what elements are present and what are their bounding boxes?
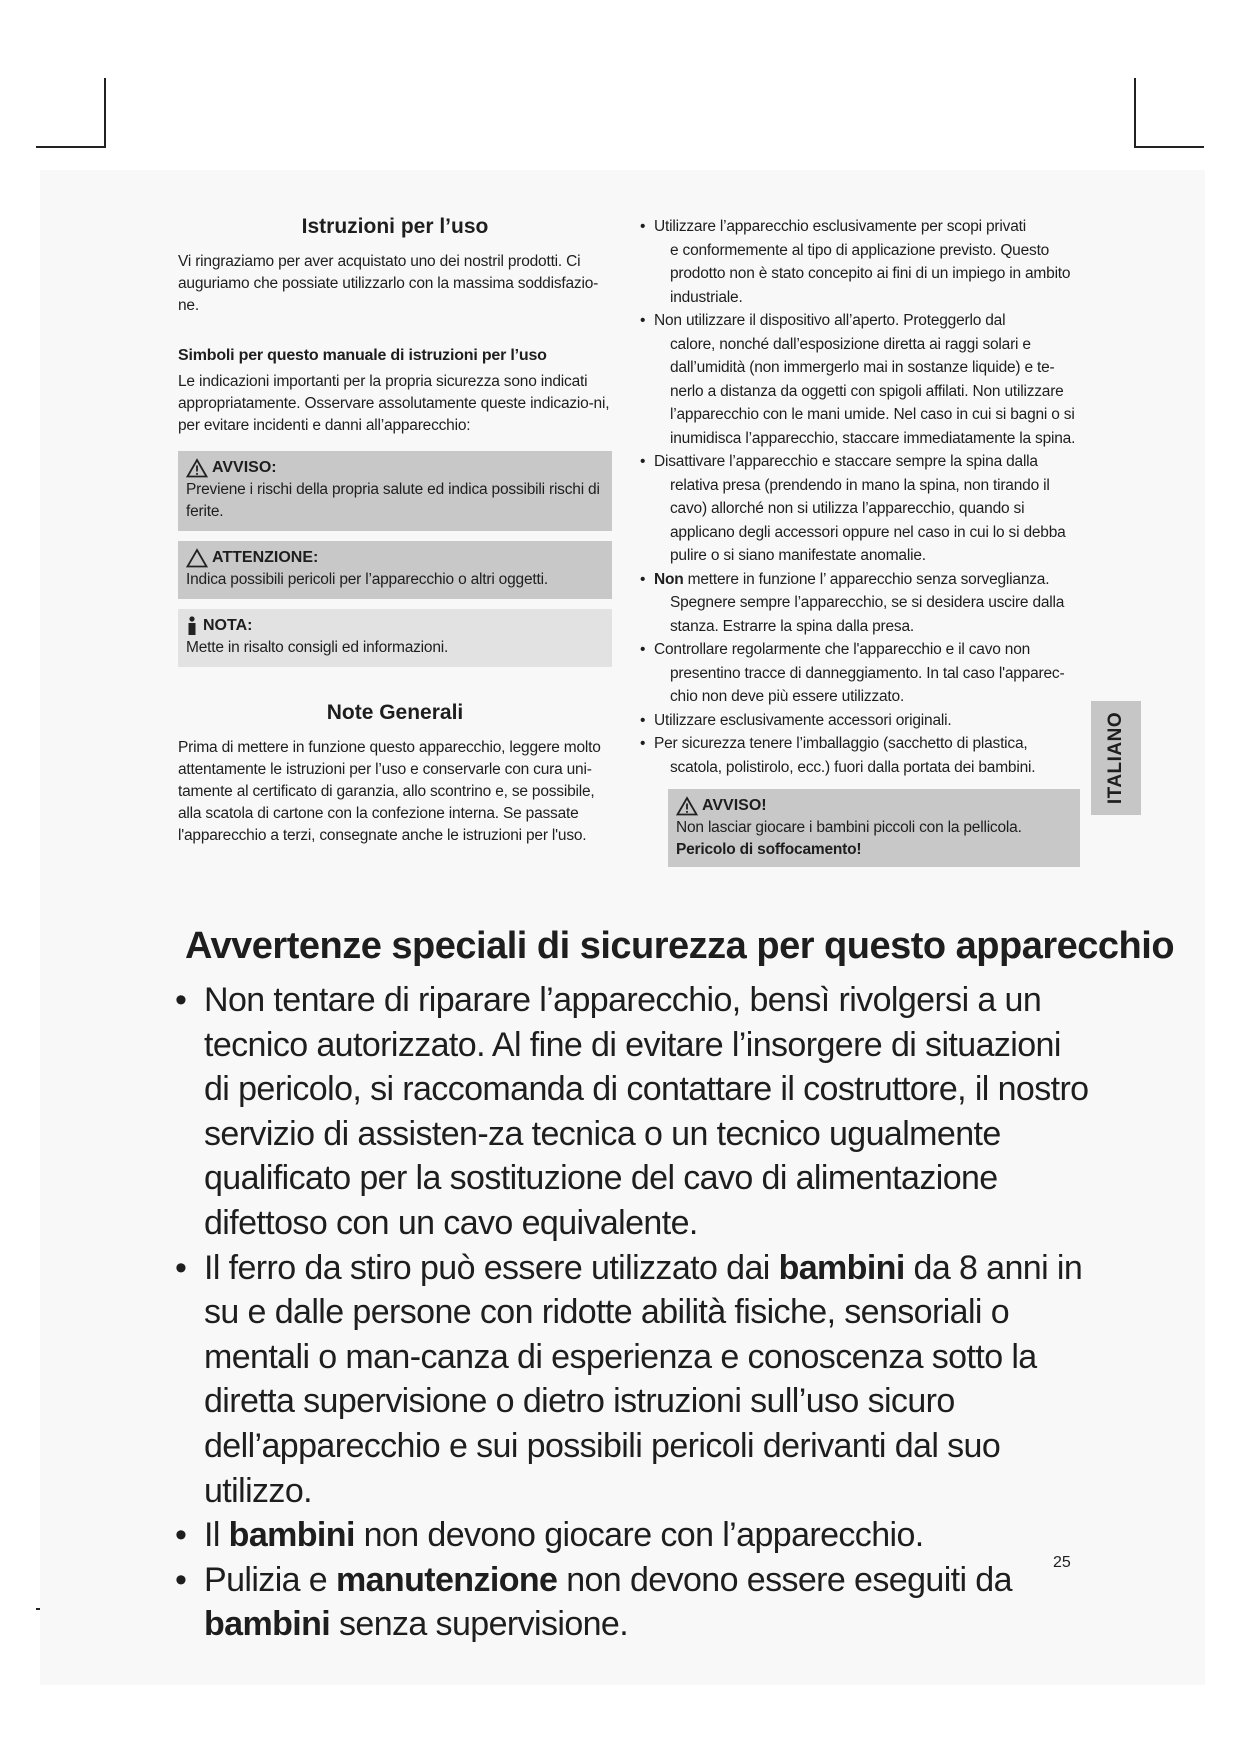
caution-box xyxy=(178,541,612,599)
safety-list xyxy=(640,215,1080,779)
list-item: • Il bambini non devono giocare con l’apparecchio. xyxy=(175,1513,1090,1558)
list-item: • Utilizzare l’apparecchio esclusivamente per scopi privati e conformemente al tipo di applicazione previsto. Questo prodotto non è stato concepito ai fini di un impiego in ambito industriale. xyxy=(640,215,1080,309)
warning-triangle-icon xyxy=(186,548,208,568)
page-number: 25 xyxy=(1053,1554,1071,1571)
language-tab: ITALIANO xyxy=(1091,701,1141,815)
note-text: Mette in risalto consigli ed informazioni. xyxy=(186,639,449,656)
warning-triangle-icon xyxy=(186,458,208,478)
note-box xyxy=(178,609,612,667)
list-item: • Pulizia e manutenzione non devono essere eseguiti da bambini senza supervisione. xyxy=(175,1558,1090,1647)
intro-text: Vi ringraziamo per aver acquistato uno dei nostril prodotti. Ci auguriamo che possiate utilizzarlo con la massima soddisfazio-ne. xyxy=(178,253,599,314)
list-item: • Disattivare l’apparecchio e staccare sempre la spina dalla relativa presa (prendendo in mano la spina, non tirando il cavo) allorché non si utilizza l’apparecchio, quando si applicano degli accessori oppure nel caso in cui lo si debba pulire o si siano manifestate anomalie. xyxy=(640,450,1080,568)
note-label: NOTA: xyxy=(203,617,253,634)
manual-title: Istruzioni per l’uso xyxy=(301,215,489,238)
child-warning-bold: Pericolo di soffocamento! xyxy=(676,841,862,858)
symbols-text: Le indicazioni importanti per la propria sicurezza sono indicati appropriatamente. Osservare assolutamente queste indicazio-ni, per evitare incidenti e danni all’apparecchio: xyxy=(178,373,610,434)
list-item: • Controllare regolarmente che l'apparecchio e il cavo non presentino tracce di danneggiamento. In tal caso l'apparec-chio non deve più essere utilizzato. xyxy=(640,638,1080,709)
special-warnings-title: Avvertenze speciali di sicurezza per questo apparecchio xyxy=(185,925,1175,967)
list-item: • Non mettere in funzione l’ apparecchio senza sorveglianza. Spegnere sempre l’apparecchio, se si desidera uscire dalla stanza. Estrarre la spina dalla presa. xyxy=(640,568,1080,639)
list-item: • Non utilizzare il dispositivo all’aperto. Proteggerlo dal calore, nonché dall’esposizione diretta ai raggi solari e dall’umidità (non immergerlo mai in sostanze liquide) e te-nerlo a distanza da oggetti con spigoli affilati. Non utilizzare l’apparecchio con le mani umide. Nel caso in cui si bagni o si inumidisca l’apparecchio, staccare immediatamente la spina. xyxy=(640,309,1080,450)
caution-label: ATTENZIONE: xyxy=(212,549,319,566)
crop-mark xyxy=(1134,146,1204,148)
crop-mark xyxy=(1134,78,1136,148)
warning-text: Previene i rischi della propria salute ed indica possibili rischi di ferite. xyxy=(186,481,600,520)
right-column xyxy=(640,215,1080,867)
child-warning-text: Non lasciar giocare i bambini piccoli con la pellicola. xyxy=(676,819,1022,836)
warning-triangle-icon xyxy=(676,796,698,816)
symbols-heading: Simboli per questo manuale di istruzioni per l’uso xyxy=(178,347,547,364)
list-item: • Non tentare di riparare l’apparecchio, bensì rivolgersi a un tecnico autorizzato. Al fine di evitare l’insorgere di situazioni di pericolo, si raccomanda di contattare il costruttore, il nostro servizio di assisten-za tecnica o un tecnico ugualmente qualificato per la sostituzione del cavo di alimentazione difettoso con un cavo equivalente. xyxy=(175,978,1090,1246)
warning-box xyxy=(178,451,612,531)
general-notes-text: Prima di mettere in funzione questo apparecchio, leggere molto attentamente le istruzioni per l’uso e conservarle con cura uni-tamente al certificato di garanzia, allo scontrino e, se possibile, alla scatola di cartone con la confezione interna. Se passate l'apparecchio a terzi, consegnate anche le istruzioni per l'uso. xyxy=(178,739,601,844)
list-item: • Per sicurezza tenere l’imballaggio (sacchetto di plastica, scatola, polistirolo, ecc.) fuori dalla portata dei bambini. xyxy=(640,732,1080,779)
child-warning-box xyxy=(668,789,1080,867)
general-notes-title: Note Generali xyxy=(326,701,464,724)
crop-mark xyxy=(36,146,106,148)
list-item: • Utilizzare esclusivamente accessori originali. xyxy=(640,709,1080,733)
warning-label: AVVISO: xyxy=(212,459,277,476)
list-item: • Il ferro da stiro può essere utilizzato dai bambini da 8 anni in su e dalle persone con ridotte abilità fisiche, sensoriali o mentali o man-canza di esperienza e conoscenza sotto la diretta supervisione o dietro istruzioni sull’uso sicuro dell’apparecchio e sui possibili pericoli derivanti dal suo utilizzo. xyxy=(175,1246,1090,1514)
info-icon xyxy=(186,616,198,636)
special-warnings-list xyxy=(175,978,1090,1647)
caution-text: Indica possibili pericoli per l’apparecchio o altri oggetti. xyxy=(186,571,548,588)
crop-mark xyxy=(104,78,106,148)
left-column xyxy=(178,215,612,847)
child-warning-label: AVVISO! xyxy=(702,797,767,814)
